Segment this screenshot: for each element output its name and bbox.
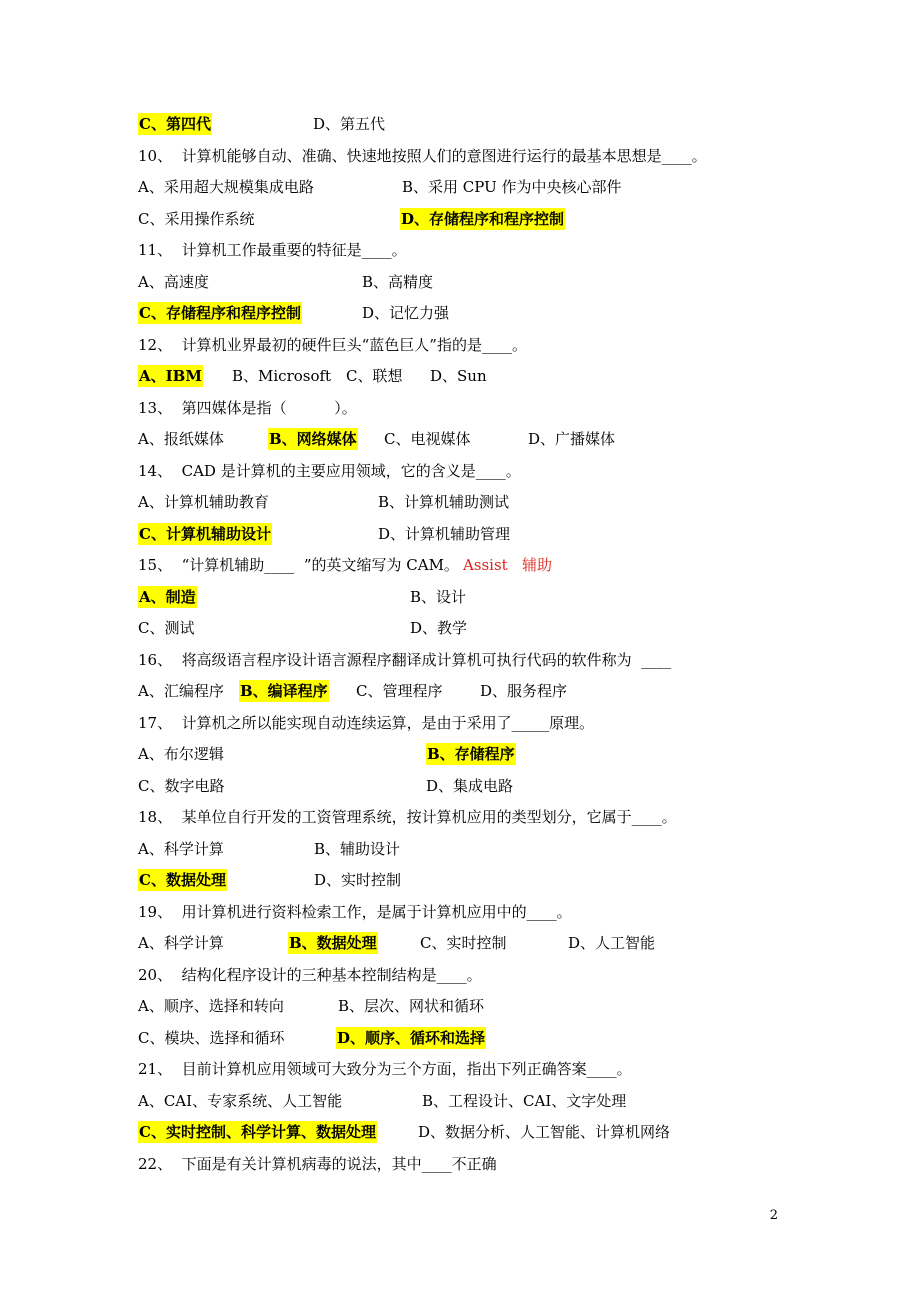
answer-option: B、计算机辅助测试 (378, 493, 510, 511)
question-text: 17、 计算机之所以能实现自动连续运算，是由于采用了_____原理。 (138, 714, 595, 732)
question-text: 15、 “计算机辅助____ ”的英文缩写为 CAM。 (138, 556, 459, 574)
question-line (138, 239, 407, 261)
correct-answer-option: B、编译程序 (240, 682, 328, 700)
answer-option: C、电视媒体 (384, 430, 471, 448)
question-line (138, 460, 521, 482)
correct-answer-option: C、第四代 (139, 115, 211, 133)
answer-option: D、教学 (410, 619, 468, 637)
correct-answer-option: D、顺序、循环和选择 (337, 1029, 486, 1047)
answer-option: C、数字电路 (138, 777, 225, 795)
correct-answer-option: C、数据处理 (139, 871, 226, 889)
correct-answer-option: C、存储程序和程序控制 (139, 304, 301, 322)
answer-option: C、模块、选择和循环 (138, 1029, 285, 1047)
answer-option: D、广播媒体 (528, 430, 616, 448)
question-text: 10、 计算机能够自动、准确、快速地按照人们的意图进行运行的最基本思想是____。 (138, 147, 707, 165)
answer-option: A、科学计算 (138, 840, 224, 858)
answer-option: D、人工智能 (568, 934, 656, 952)
answer-option: C、实时控制 (420, 934, 507, 952)
answer-option: A、CAI、专家系统、人工智能 (138, 1092, 343, 1110)
question-text: 13、 第四媒体是指（ ）。 (138, 399, 357, 417)
answer-option: A、高速度 (138, 273, 209, 291)
correct-answer-option: B、数据处理 (289, 934, 377, 952)
answer-option: B、层次、网状和循环 (338, 997, 485, 1015)
correct-answer-option: A、IBM (139, 367, 202, 385)
question-line (138, 1153, 497, 1175)
correct-answer-option: C、实时控制、科学计算、数据处理 (139, 1123, 376, 1141)
correct-answer-option: A、制造 (139, 588, 196, 606)
answer-option: B、高精度 (362, 273, 434, 291)
question-text: 18、 某单位自行开发的工资管理系统，按计算机应用的类型划分，它属于____。 (138, 808, 677, 826)
question-line (138, 1058, 632, 1080)
question-text: 19、 用计算机进行资料检索工作，是属于计算机应用中的____。 (138, 903, 572, 921)
answer-option: A、计算机辅助教育 (138, 493, 269, 511)
question-line (138, 334, 527, 356)
annotation-note: Assist 辅助 (462, 556, 552, 574)
question-line (138, 712, 594, 734)
answer-option: D、数据分析、人工智能、计算机网络 (418, 1123, 671, 1141)
answer-option: D、服务程序 (480, 682, 568, 700)
correct-answer-option: B、网络媒体 (269, 430, 357, 448)
question-text: 12、 计算机业界最初的硬件巨头“蓝色巨人”指的是____。 (138, 336, 527, 354)
answer-option: D、实时控制 (314, 871, 402, 889)
answer-option: B、采用 CPU 作为中央核心部件 (402, 178, 622, 196)
question-text: 11、 计算机工作最重要的特征是____。 (138, 241, 407, 259)
question-line (138, 554, 552, 576)
answer-option: D、集成电路 (426, 777, 514, 795)
correct-answer-option: D、存储程序和程序控制 (401, 210, 565, 228)
question-line (138, 145, 707, 167)
answer-option: D、第五代 (313, 115, 386, 133)
answer-option: B、Microsoft (232, 367, 332, 385)
page-number: 2 (769, 1208, 778, 1223)
question-line (138, 964, 482, 986)
question-text: 14、 CAD 是计算机的主要应用领域，它的含义是____。 (138, 462, 521, 480)
answer-option: A、科学计算 (138, 934, 224, 952)
correct-answer-option: C、计算机辅助设计 (139, 525, 271, 543)
answer-option: D、Sun (430, 367, 487, 385)
answer-option: A、顺序、选择和转向 (138, 997, 284, 1015)
answer-option: A、报纸媒体 (138, 430, 224, 448)
answer-option: A、采用超大规模集成电路 (138, 178, 314, 196)
answer-option: C、采用操作系统 (138, 210, 255, 228)
answer-option: C、联想 (346, 367, 403, 385)
question-text: 20、 结构化程序设计的三种基本控制结构是____。 (138, 966, 482, 984)
question-line (138, 649, 671, 671)
answer-option: D、记忆力强 (362, 304, 450, 322)
correct-answer-option: B、存储程序 (427, 745, 515, 763)
question-line (138, 397, 357, 419)
question-text: 16、 将高级语言程序设计语言源程序翻译成计算机可执行代码的软件称为 ____ (138, 651, 672, 669)
answer-option: C、管理程序 (356, 682, 443, 700)
question-text: 22、 下面是有关计算机病毒的说法，其中____不正确 (138, 1155, 497, 1173)
answer-option: B、工程设计、CAI、文字处理 (422, 1092, 627, 1110)
question-text: 21、 目前计算机应用领域可大致分为三个方面，指出下列正确答案____。 (138, 1060, 632, 1078)
question-line (138, 901, 572, 923)
answer-option: A、汇编程序 (138, 682, 224, 700)
answer-option: A、布尔逻辑 (138, 745, 224, 763)
answer-option: B、设计 (410, 588, 467, 606)
question-line (138, 806, 677, 828)
answer-option: B、辅助设计 (314, 840, 401, 858)
answer-option: C、测试 (138, 619, 195, 637)
answer-option: D、计算机辅助管理 (378, 525, 511, 543)
